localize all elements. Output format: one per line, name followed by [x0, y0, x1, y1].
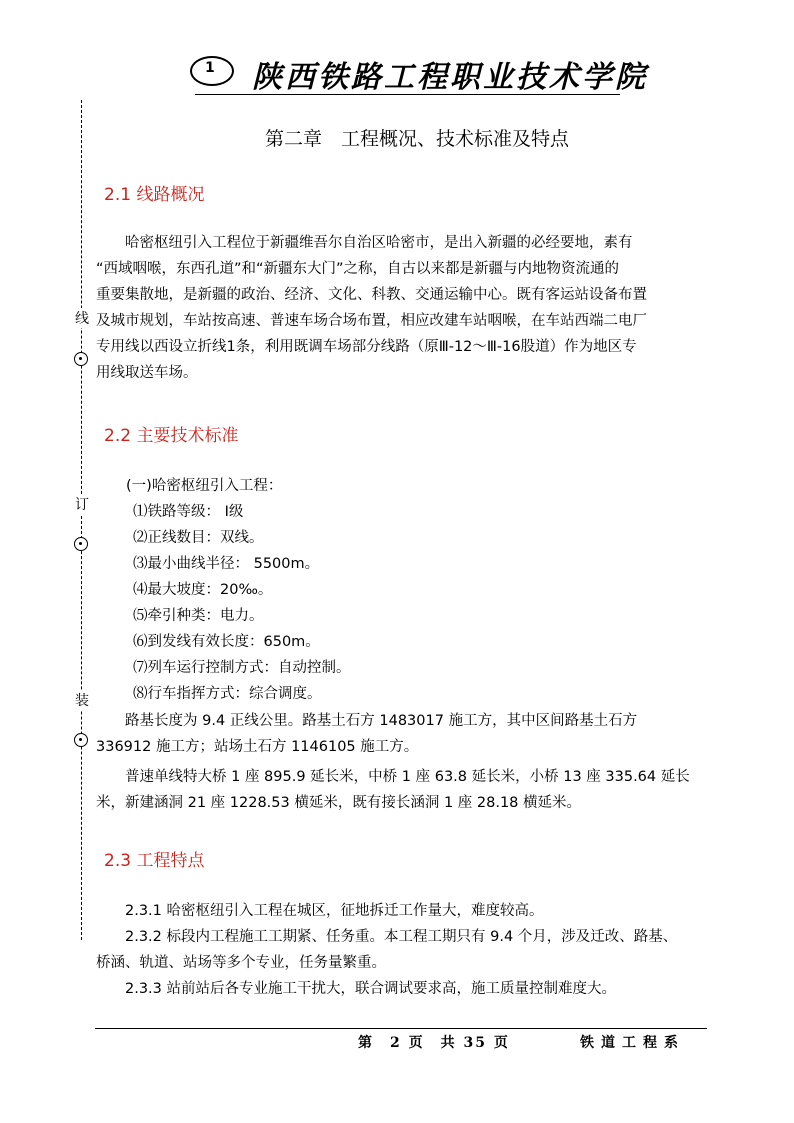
list-item: ⑹到发线有效长度：650m。: [133, 634, 320, 650]
paragraph-line: 普速单线特大桥 1 座 895.9 延长米，中桥 1 座 63.8 延长米，小桥 13 座 335.64 延长: [125, 769, 690, 785]
paragraph-line: 及城市规划，车站按高速、普速车场合场布置，相应改建车站咽喉，在车站西端二电厂: [96, 313, 647, 329]
binding-hole-icon: [74, 352, 88, 366]
list-item: ⑴铁路等级： Ⅰ级: [133, 504, 244, 520]
list-item: ⑻行车指挥方式：综合调度。: [133, 686, 322, 702]
paragraph-line: 重要集散地，是新疆的政治、经济、文化、科教、交通运输中心。既有客运站设备布置: [96, 287, 647, 303]
school-name: 陕西铁路工程职业技术学院: [252, 60, 648, 95]
feature-item: [96, 924, 700, 976]
binding-line: [81, 100, 82, 940]
paragraph-line: 米，新建涵洞 21 座 1228.53 横延米，既有接长涵洞 1 座 28.18 横延米。: [96, 795, 582, 811]
paragraph-line: 336912 施工方；站场土石方 1146105 施工方。: [96, 739, 419, 755]
header-rule: [195, 94, 620, 95]
list-item: ⑸牵引种类：电力。: [133, 608, 264, 624]
department-name: 铁道工程系: [580, 1035, 685, 1051]
section-2-1-paragraph: [96, 230, 700, 386]
list-item: ⑶最小曲线半径： 5500m。: [133, 556, 320, 572]
paragraph-line: 2.3.2 标段内工程施工工期紧、任务重。本工程工期只有 9.4 个月，涉及迁改、路基、: [125, 929, 678, 945]
list-item: ⑵正线数目：双线。: [133, 530, 264, 546]
paragraph-line: 桥涵、轨道、站场等多个专业，任务量繁重。: [96, 955, 386, 971]
feature-item: 2.3.1 哈密枢纽引入工程在城区，征地拆迁工作量大，难度较高。: [125, 903, 544, 919]
paragraph-line: 哈密枢纽引入工程位于新疆维吾尔自治区哈密市，是出入新疆的必经要地，素有: [125, 235, 633, 251]
binding-char-zhuang: 装: [74, 690, 90, 710]
footer-rule: [95, 1028, 707, 1029]
feature-item: 2.3.3 站前站后各专业施工干扰大，联合调试要求高，施工质量控制难度大。: [125, 981, 617, 997]
binding-hole-icon: [74, 733, 88, 747]
binding-char-ding: 订: [74, 494, 90, 514]
logo-number: 1: [205, 60, 215, 76]
binding-char-xian: 线: [74, 308, 90, 328]
list-heading: (一)哈密枢纽引入工程：: [126, 478, 283, 494]
chapter-title: 第二章 工程概况、技术标准及特点: [264, 128, 569, 150]
paragraph-line: 用线取送车场。: [96, 365, 198, 381]
section-title-2-2: 2.2 主要技术标准: [104, 426, 239, 446]
page-header: [190, 52, 648, 95]
paragraph-line: 路基长度为 9.4 正线公里。路基土石方 1483017 施工方，其中区间路基土石方: [125, 713, 638, 729]
list-item: ⑷最大坡度：20‰。: [133, 582, 273, 598]
paragraph-line: “西域咽喉，东西孔道”和“新疆东大门”之称，自古以来都是新疆与内地物资流通的: [96, 261, 620, 277]
binding-hole-icon: [74, 537, 88, 551]
paragraph-line: 专用线以西设立折线1条，利用既调车场部分线路（原Ⅲ-12～Ⅲ-16股道）作为地区专: [96, 339, 637, 355]
section-title-2-1: 2.1 线路概况: [104, 185, 205, 205]
subgrade-paragraph: [96, 708, 700, 760]
page-number: 第 2 页 共 35 页: [358, 1035, 510, 1051]
section-title-2-3: 2.3 工程特点: [104, 851, 205, 871]
bridge-paragraph: [96, 764, 700, 816]
list-item: ⑺列车运行控制方式：自动控制。: [133, 660, 351, 676]
